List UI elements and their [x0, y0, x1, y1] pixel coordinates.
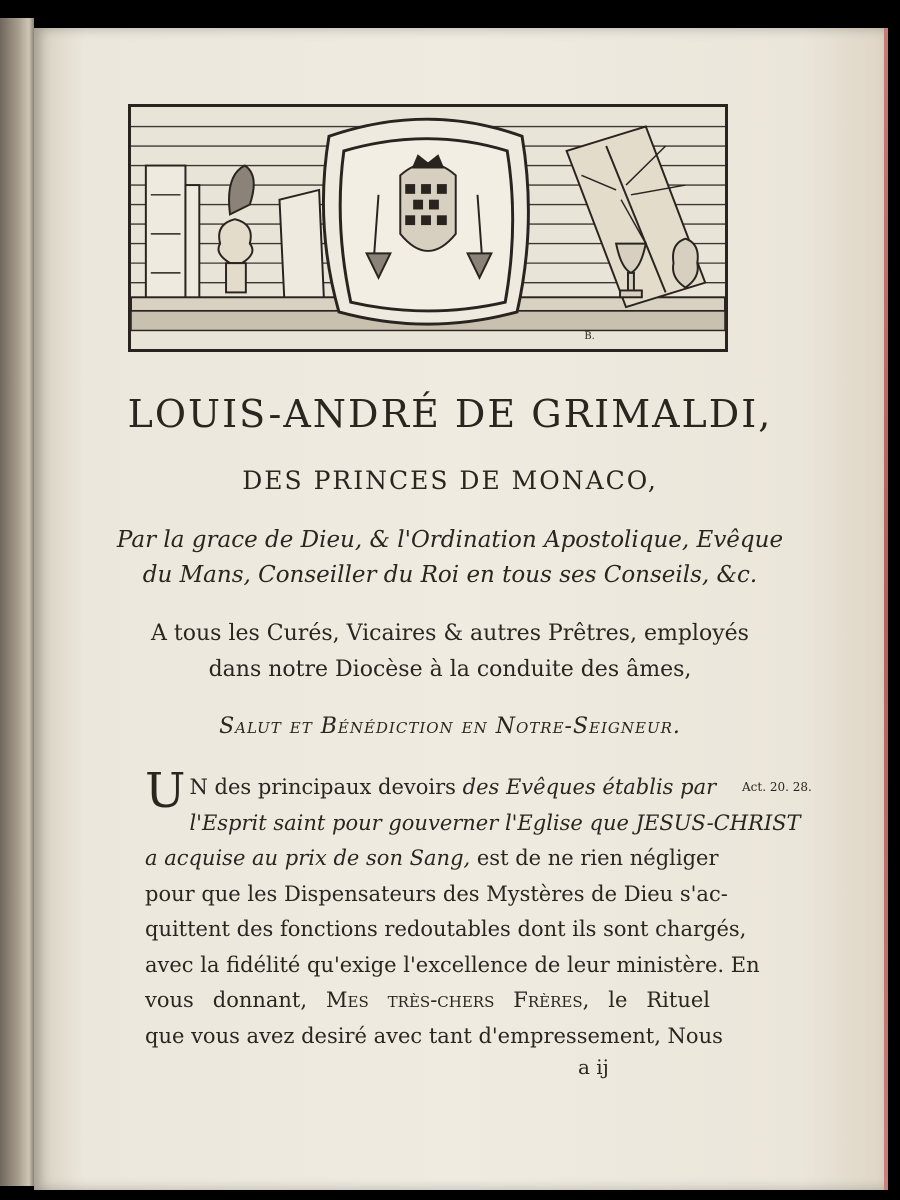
address-line-2: dans notre Diocèse à la conduite des âmes,	[208, 657, 692, 682]
body-line-1a: N des principaux devoirs	[189, 775, 463, 799]
signature-mark: a ij	[578, 1055, 609, 1079]
margin-citation: Act. 20. 28.	[742, 780, 812, 794]
title-line-1: Par la grace de Dieu, & l'Ordination Apostolique, Evêque	[116, 527, 784, 553]
body-line-3	[145, 841, 719, 877]
bishop-name-heading: LOUIS-ANDRÉ DE GRIMALDI,	[127, 392, 773, 436]
body-line-7	[145, 983, 710, 1019]
body-line-3b: est de ne rien négliger	[470, 846, 719, 870]
red-page-edge	[884, 28, 888, 1190]
headpiece-woodcut	[128, 104, 728, 352]
woodcut-illustration	[131, 107, 725, 349]
body-line-7a: vous donnant,	[145, 988, 326, 1012]
body-line-4: pour que les Dispensateurs des Mystères de Dieu s'ac-	[145, 881, 728, 906]
title-line-2: du Mans, Conseiller du Roi en tous ses Conseils, &c.	[142, 562, 758, 588]
salutation: Salut et Bénédiction en Notre-Seigneur.	[219, 714, 681, 739]
lineage-heading: DES PRINCES DE MONACO,	[242, 466, 658, 495]
address-line-1: A tous les Curés, Vicaires & autres Prêtres, employés	[151, 621, 749, 646]
printer-mark: B.	[584, 331, 595, 343]
body-line-6: avec la fidélité qu'exige l'excellence de leur ministère. En	[145, 952, 760, 977]
body-line-1b: des Evêques établis par	[462, 775, 717, 799]
body-line-5: quittent des fonctions redoutables dont ils sont chargés,	[145, 917, 747, 941]
drop-cap: U	[145, 763, 186, 819]
body-line-1	[145, 770, 717, 806]
body-line-7b: Mes très-chers Frères	[326, 988, 583, 1012]
urn-right	[673, 239, 698, 288]
body-line-7c: , le Rituel	[582, 988, 710, 1012]
body-line-8: que vous avez desiré avec tant d'empressement, Nous	[145, 1023, 723, 1048]
body-line-3a: a acquise au prix de son Sang,	[145, 846, 471, 870]
body-line-2: l'Esprit saint pour gouverner l'Eglise que JESUS-CHRIST	[189, 810, 801, 835]
facing-page-edge	[0, 18, 34, 1186]
